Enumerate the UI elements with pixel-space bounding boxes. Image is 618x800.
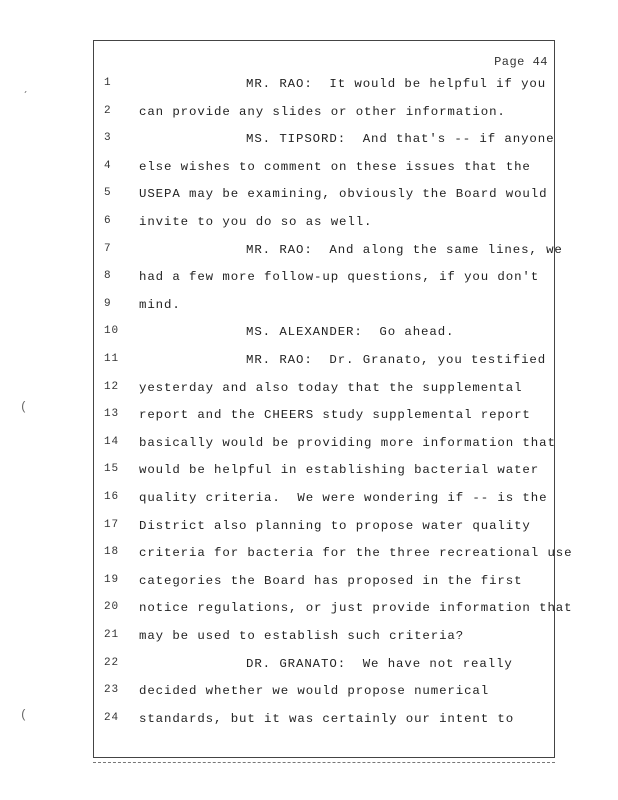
transcript-line [94, 298, 554, 318]
transcript-line [94, 629, 554, 649]
transcript-line [94, 601, 573, 621]
line-text: would be helpful in establishing bacterial water [139, 463, 540, 478]
transcript-line [94, 77, 554, 97]
bottom-rule [93, 762, 555, 763]
transcript-line [94, 491, 554, 511]
line-number: 12 [104, 380, 120, 393]
line-number: 17 [104, 518, 120, 531]
transcript-line [94, 353, 554, 373]
transcript-line [94, 242, 563, 263]
line-text: notice regulations, or just provide information that [139, 601, 573, 616]
line-text: may be used to establish such criteria? [139, 629, 465, 643]
line-number: 16 [104, 491, 120, 503]
line-number: 8 [104, 270, 112, 283]
line-text: basically would be providing more information that [139, 435, 556, 450]
page-number: Page 44 [494, 55, 548, 69]
transcript-line [94, 105, 554, 125]
line-text: District also planning to propose water quality [139, 518, 531, 533]
line-text: standards, but it was certainly our intent to [139, 711, 515, 726]
line-number: 14 [104, 435, 120, 448]
line-number: 7 [104, 242, 112, 255]
line-text: mind. [139, 297, 181, 312]
transcript-line [94, 381, 554, 401]
line-number: 1 [104, 77, 112, 89]
line-text: DR. GRANATO: We have not really [246, 656, 513, 671]
line-text: can provide any slides or other information. [139, 104, 506, 119]
transcript-line [94, 546, 573, 566]
line-number: 4 [104, 159, 112, 172]
line-text: report and the CHEERS study supplemental report [139, 408, 531, 423]
line-number: 19 [104, 573, 120, 586]
line-text: MR. RAO: And along the same lines, we [246, 242, 563, 257]
transcript-line [94, 160, 554, 180]
line-number: 20 [104, 601, 120, 614]
margin-mark: ˊ [22, 90, 30, 104]
line-number: 22 [104, 656, 120, 669]
line-number: 21 [104, 629, 120, 641]
line-number: 10 [104, 325, 120, 338]
transcript-line [94, 187, 554, 207]
transcript-line [94, 712, 554, 732]
transcript-line [94, 574, 554, 594]
line-text: MR. RAO: Dr. Granato, you testified [246, 353, 547, 367]
line-text: categories the Board has proposed in the first [139, 573, 523, 588]
line-number: 24 [104, 711, 120, 724]
transcript-line [94, 519, 554, 539]
margin-mark: ( [20, 400, 28, 414]
line-text: MR. RAO: It would be helpful if you [246, 77, 547, 91]
transcript-page [93, 40, 573, 758]
line-text: USEPA may be examining, obviously the Board would [139, 187, 548, 202]
line-text: invite to you do so as well. [139, 215, 373, 229]
line-text: quality criteria. We were wondering if -- is the [139, 491, 548, 505]
transcript-line [94, 270, 554, 290]
line-text: had a few more follow-up questions, if you don't [139, 270, 540, 285]
line-text: MS. TIPSORD: And that's -- if anyone [246, 132, 555, 147]
line-number: 9 [104, 297, 112, 310]
transcript-line [94, 408, 554, 428]
line-number: 6 [104, 215, 112, 227]
line-number: 5 [104, 187, 112, 200]
margin-mark: ( [20, 708, 28, 722]
line-number: 13 [104, 408, 120, 421]
transcript-line [94, 325, 554, 345]
line-text: criteria for bacteria for the three recreational use [139, 546, 573, 561]
line-number: 3 [104, 132, 112, 145]
line-text: decided whether we would propose numerical [139, 684, 490, 699]
transcript-line [94, 657, 554, 677]
transcript-line [94, 215, 554, 235]
transcript-line [94, 463, 554, 483]
line-number: 15 [104, 463, 120, 476]
line-number: 2 [104, 104, 112, 117]
transcript-line [94, 132, 554, 152]
transcript-line [94, 684, 554, 704]
line-number: 23 [104, 684, 120, 697]
line-number: 18 [104, 546, 120, 559]
line-text: else wishes to comment on these issues that the [139, 159, 531, 174]
line-text: MS. ALEXANDER: Go ahead. [246, 325, 455, 340]
line-number: 11 [104, 353, 120, 365]
transcript-line [94, 436, 554, 456]
line-text: yesterday and also today that the supplemental [139, 380, 523, 395]
